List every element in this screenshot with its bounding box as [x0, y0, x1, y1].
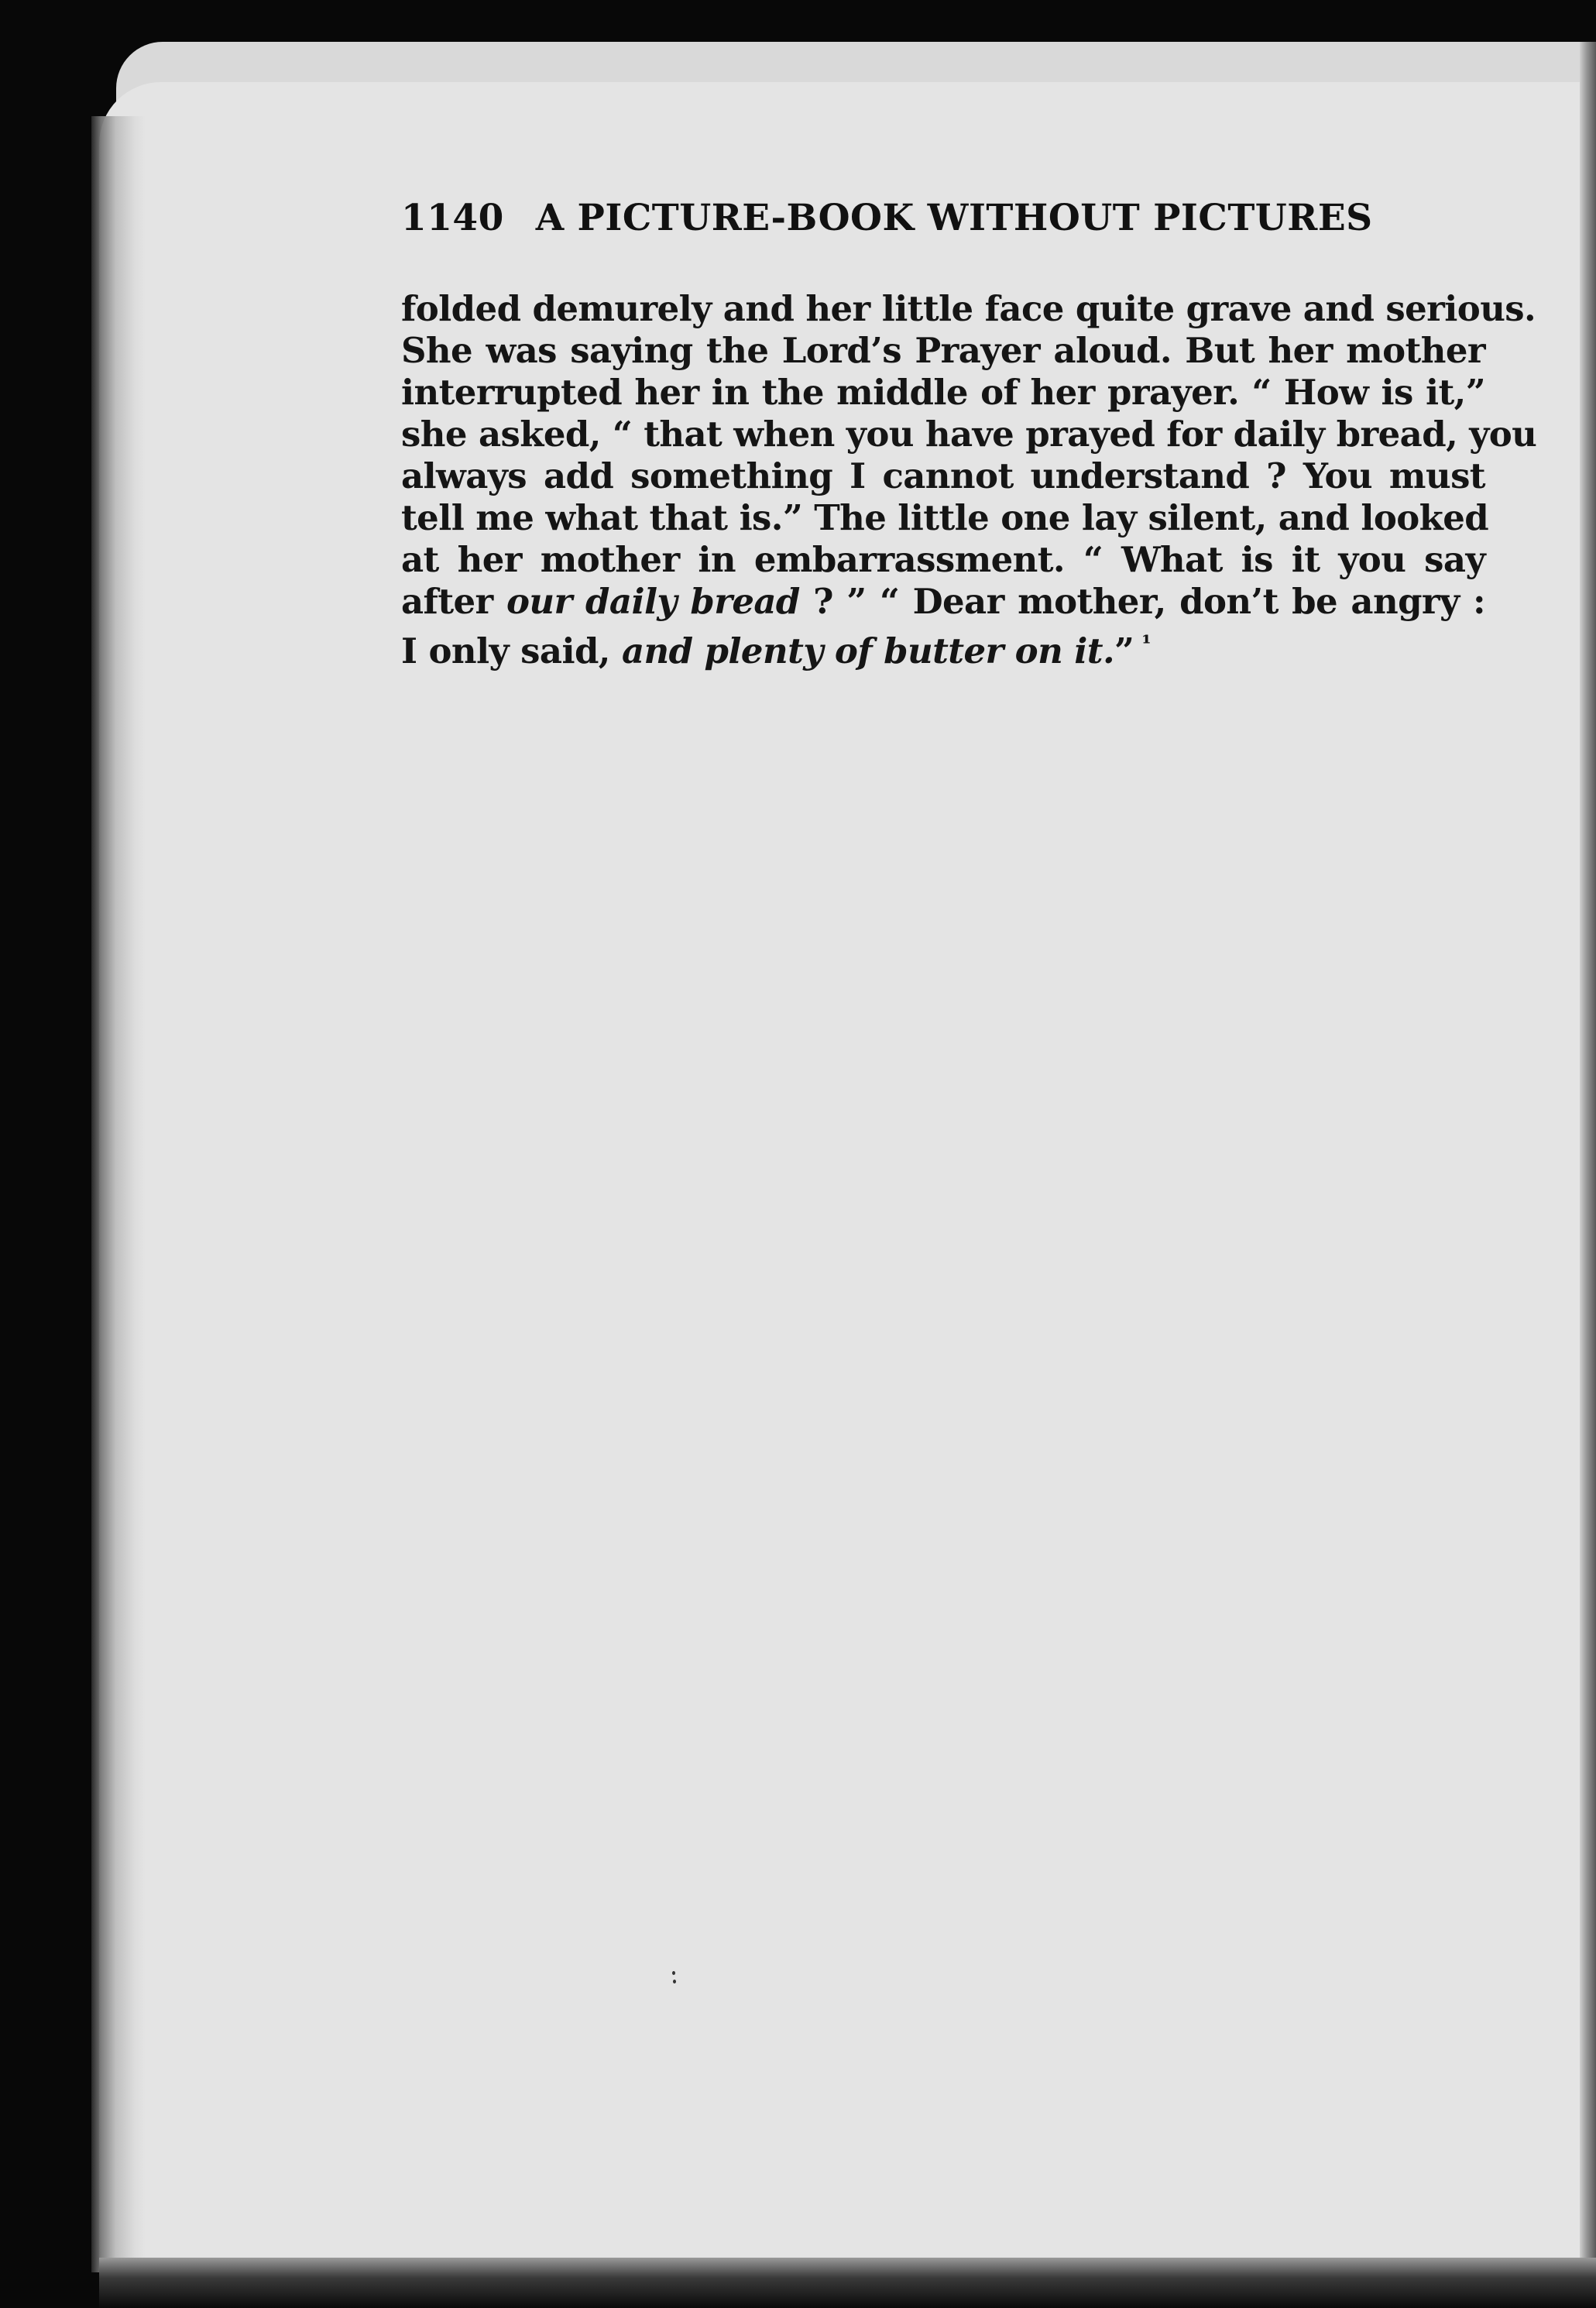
text-line: folded demurely and her little face quite grave and serious. [401, 288, 1536, 329]
running-head [401, 197, 1485, 239]
italic-text: our daily bread [506, 581, 800, 622]
text-run: ? ” “ Dear mother, don’t be angry : [799, 581, 1485, 622]
text-line: tell me what that is.” The little one lay silent, and looked [401, 497, 1489, 538]
text-line: interrupted her in the middle of her prayer. “ How is it,” [401, 372, 1485, 413]
text-run: I only said, [401, 630, 622, 671]
text-line: at her mother in embarrassment. “ What is it you say [401, 539, 1485, 580]
body-paragraph [401, 288, 1537, 672]
page-number: 1140 [401, 197, 504, 239]
text-line [401, 581, 1485, 623]
text-line [401, 623, 1485, 672]
text-line: she asked, “ that when you have prayed for daily bread, you [401, 414, 1537, 455]
italic-text: and plenty of butter on it. [621, 630, 1115, 671]
text-line: She was saying the Lord’s Prayer aloud. But her mother [401, 330, 1485, 371]
text-run: ” [1114, 630, 1134, 671]
book-title: A PICTURE-BOOK WITHOUT PICTURES [535, 197, 1373, 239]
page-bottom-edge [99, 2258, 1596, 2308]
footnote-marker: ¹ [1141, 630, 1151, 656]
paper-speck [672, 1971, 675, 1975]
page-right-edge [1580, 42, 1596, 2272]
paper-speck [673, 1980, 676, 1983]
text-run: after [401, 581, 507, 622]
binding-gutter [91, 116, 146, 2272]
text-line: always add something I cannot understand ? You must [401, 455, 1485, 496]
